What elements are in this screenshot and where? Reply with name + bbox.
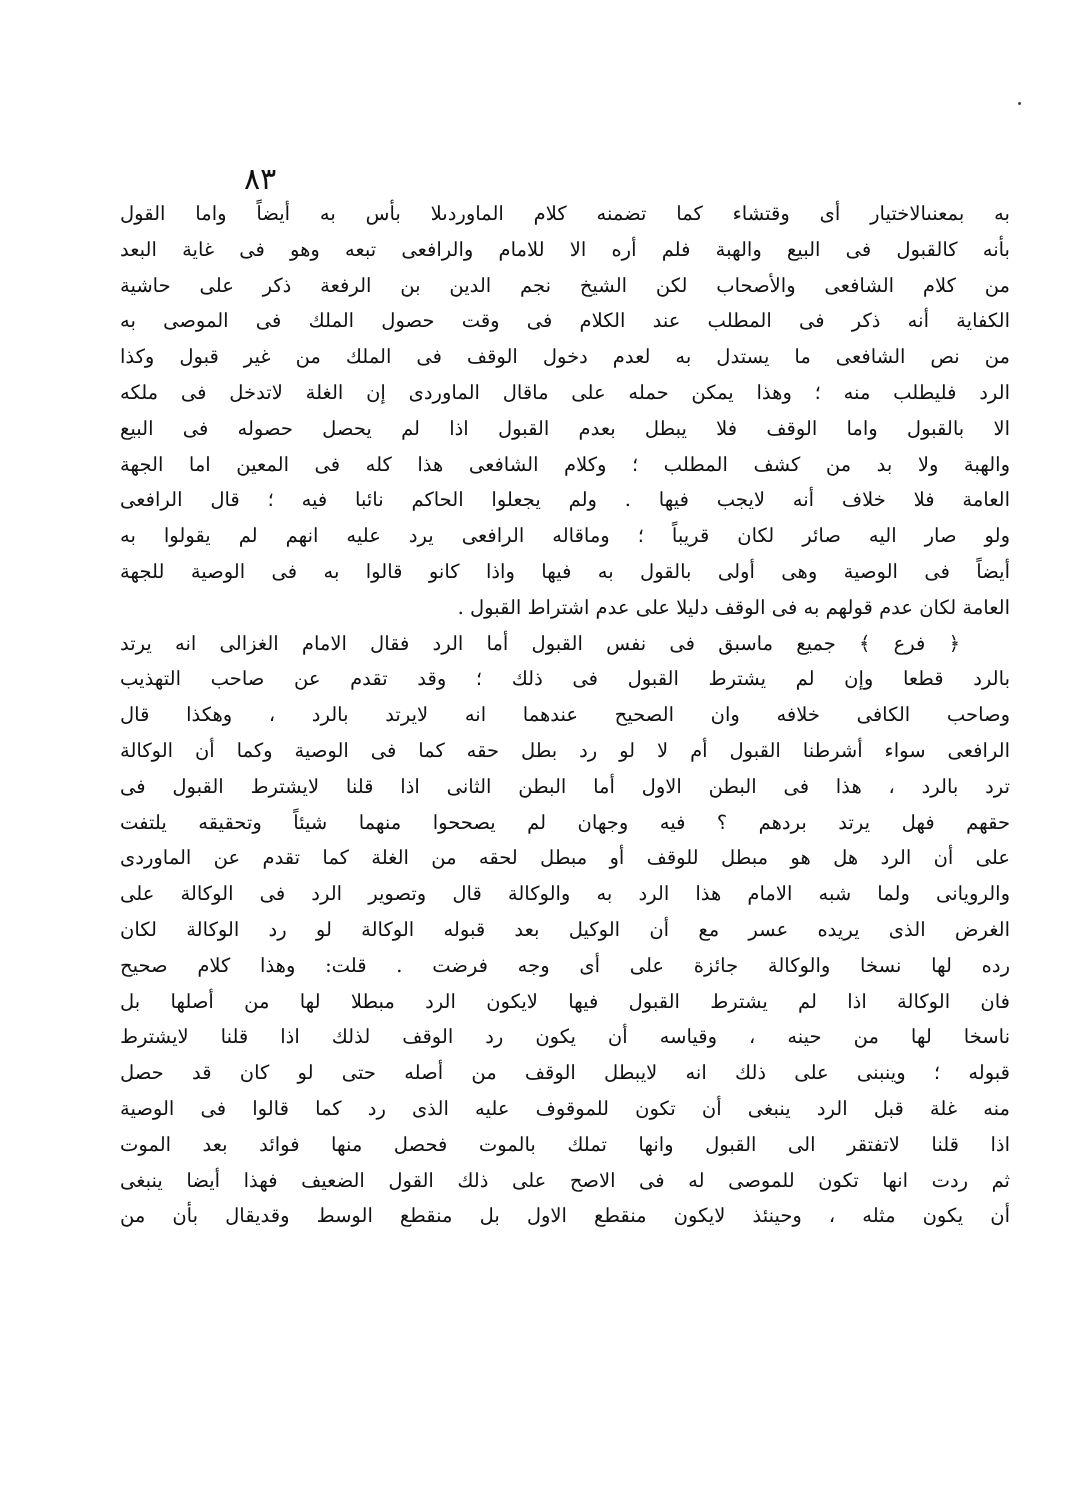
text-line: اذا قلنا لاتفتقر الى القبول وانها تملك بالموت فحصل منها فوائد بعد الموت [120, 1132, 1010, 1156]
text-line: العامة لكان عدم قولهم به فى الوقف دليلا على عدم اشتراط القبول . [457, 595, 1010, 619]
text-line: ولو صار اليه صائر لكان قريباً ؛ وماقاله الرافعى يرد عليه انهم لم يقولوا به [120, 524, 1010, 548]
text-line: الكفاية أنه ذكر فى المطلب عند الكلام فى وقت حصول الملك فى الموصى به [120, 309, 1010, 333]
text-line: حقهم فهل يرتد بردهم ؟ فيه وجهان لم يصححوا منهما شيئاً وتحقيقه يلتفت [120, 810, 1010, 834]
text-line: فان الوكالة اذا لم يشترط القبول فيها لايكون الرد مبطلا لها من أصلها بل [120, 989, 1010, 1013]
text-line: من كلام الشافعى والأصحاب لكن الشيخ نجم الدين بن الرفعة ذكر على حاشية [120, 273, 1010, 297]
text-line: الرد فليطلب منه ؛ وهذا يمكن حمله على ماقال الماوردى إن الغلة لاتدخل فى ملكه [120, 380, 1010, 404]
text-line: الرافعى سواء أشرطنا القبول أم لا لو رد بطل حقه كما فى الوصية وكما أن الوكالة [120, 738, 1010, 762]
text-line: والهبة ولا بد من كشف المطلب ؛ وكلام الشافعى هذا كله فى المعين اما الجهة [120, 452, 1010, 476]
text-line: أيضاً فى الوصية وهى أولى بالقول به فيها واذا كانو قالوا به فى الوصية للجهة [120, 559, 1010, 583]
text-line: ترد بالرد ، هذا فى البطن الاول أما البطن الثانى اذا قلنا لايشترط القبول فى [120, 774, 1010, 798]
text-line: رده لها نسخا والوكالة جائزة على أى وجه فرضت . قلت: وهذا كلام صحيح [120, 953, 1010, 977]
text-line: بالرد قطعا وإن لم يشترط القبول فى ذلك ؛ وقد تقدم عن صاحب التهذيب [120, 667, 1010, 691]
text-line: أن يكون مثله ، وحينئذ لايكون منقطع الاول بل منقطع الوسط وقديقال بأن من [120, 1204, 1010, 1228]
text-line: الا بالقبول واما الوقف فلا يبطل بعدم القبول اذا لم يحصل حصوله فى البيع [120, 416, 1010, 440]
text-line: العامة فلا خلاف أنه لايجب فيها . ولم يجعلوا الحاكم نائبا فيه ؛ قال الرافعى [120, 488, 1010, 512]
text-line: ناسخا لها من حينه ، وقياسه أن يكون رد الوقف لذلك اذا قلنا لايشترط [120, 1025, 1010, 1049]
page-number: ٨٣ [244, 162, 277, 197]
text-line: ثم ردت انها تكون للموصى له فى الاصح على ذلك القول الضعيف فهذا أيضا ينبغى [120, 1168, 1010, 1192]
text-line: من نص الشافعى ما يستدل به لعدم دخول الوقف فى الملك من غير قبول وكذا [120, 345, 1010, 369]
scan-speck [1018, 102, 1021, 105]
text-line: والرويانى ولما شبه الامام هذا الرد به والوكالة قال وتصوير الرد فى الوكالة على [120, 882, 1010, 906]
text-line: على أن الرد هل هو مبطل للوقف أو مبطل لحقه من الغلة كما تقدم عن الماوردى [120, 846, 1010, 870]
text-line: ﴿ فرع ﴾ جميع ماسبق فى نفس القبول أما الرد فقال الامام الغزالى انه يرتد [120, 631, 960, 655]
text-line: وصاحب الكافى خلافه وان الصحيح عندهما انه لايرتد بالرد ، وهكذا قال [120, 703, 1010, 727]
body-text [120, 196, 1010, 1396]
text-line: قبوله ؛ وينبنى على ذلك انه لايبطل الوقف من أصله حتى لو كان قد حصل [120, 1061, 1010, 1085]
text-line: الغرض الذى يريده عسر مع أن الوكيل بعد قبوله الوكالة لو رد الوكالة لكان [120, 917, 1010, 941]
text-line: به بمعنىالاختيار أى وقتشاء كما تضمنه كلام الماوردىلا بأس به أيضاً واما القول [120, 202, 1010, 225]
text-line: بأنه كالقبول فى البيع والهبة فلم أره الا للامام والرافعى تبعه وهو فى غاية البعد [120, 237, 1010, 261]
text-line: منه غلة قبل الرد ينبغى أن تكون للموقوف عليه الذى رد كما قالوا فى الوصية [120, 1096, 1010, 1120]
